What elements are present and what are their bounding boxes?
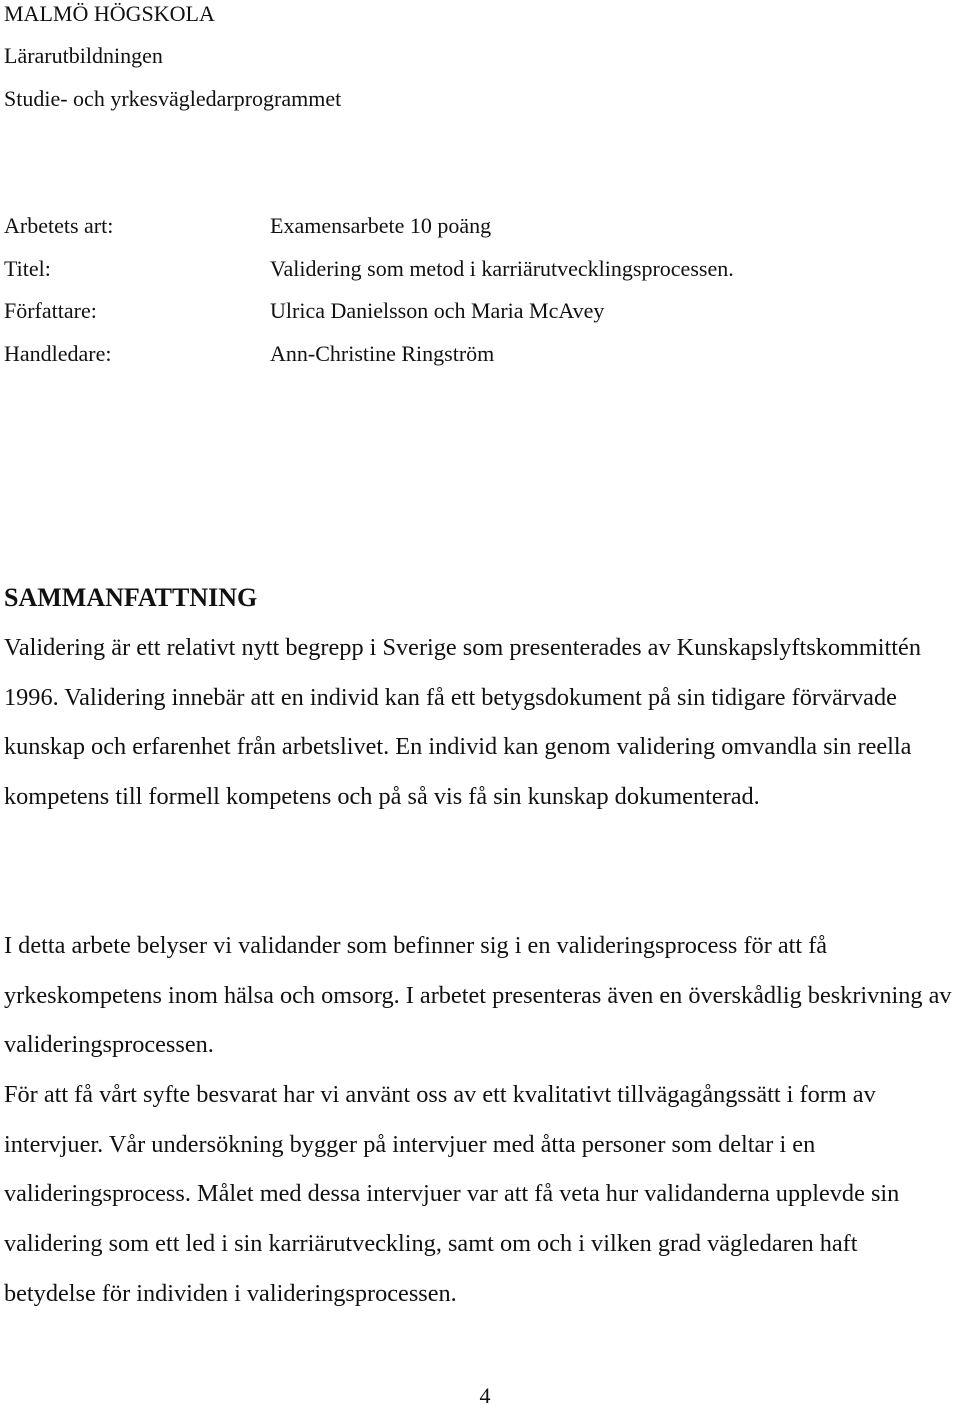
summary-paragraph: Validering är ett relativt nytt begrepp i Sverige som presenterades av Kunskapslyftskommittén 1996. Validering innebär att en individ kan få ett betygsdokument på sin tidigare förvärvade kunskap och erfarenhet från arbetslivet. En individ kan genom validering omvandla sin reella kompetens till formell kompetens och på så vis få sin kunskap dokumenterad. [4,634,921,811]
programme-name: Studie- och yrkesvägledarprogrammet [4,86,342,111]
meta-row-title [4,255,904,283]
meta-value: Ulrica Danielsson och Maria McAvey [270,298,605,323]
institution-name: MALMÖ HÖGSKOLA [4,1,215,26]
meta-value: Validering som metod i karriärutvecklingsprocessen. [270,256,734,281]
meta-row-type [4,212,904,240]
meta-label: Författare: [4,298,97,323]
meta-value: Examensarbete 10 poäng [270,213,492,238]
summary-paragraph: För att få vårt syfte besvarat har vi använt oss av ett kvalitativt tillvägagångssätt i form av intervjuer. Vår undersökning bygger på intervjuer med åtta personer som deltar i en valideringsprocess. Målet med dessa intervjuer var att få veta hur validanderna upplevde sin validering som ett led i sin karriärutveckling, samt om och i vilken grad vägledaren haft betydelse för individen i valideringsprocessen. [4,1081,900,1307]
summary-paragraph: I detta arbete belyser vi validander som befinner sig i en valideringsprocess för att få yrkeskompetens inom hälsa och omsorg. I arbetet presenteras även en överskådlig beskrivning av valideringsprocessen. [4,932,952,1059]
meta-row-supervisor [4,340,904,368]
summary-heading: SAMMANFATTNING [4,583,258,612]
meta-row-authors [4,297,904,325]
meta-label: Titel: [4,256,51,281]
meta-label: Handledare: [4,341,112,366]
page-number: 4 [479,1383,491,1408]
meta-value: Ann-Christine Ringström [270,341,495,366]
meta-label: Arbetets art: [4,213,114,238]
department-name: Lärarutbildningen [4,43,163,68]
